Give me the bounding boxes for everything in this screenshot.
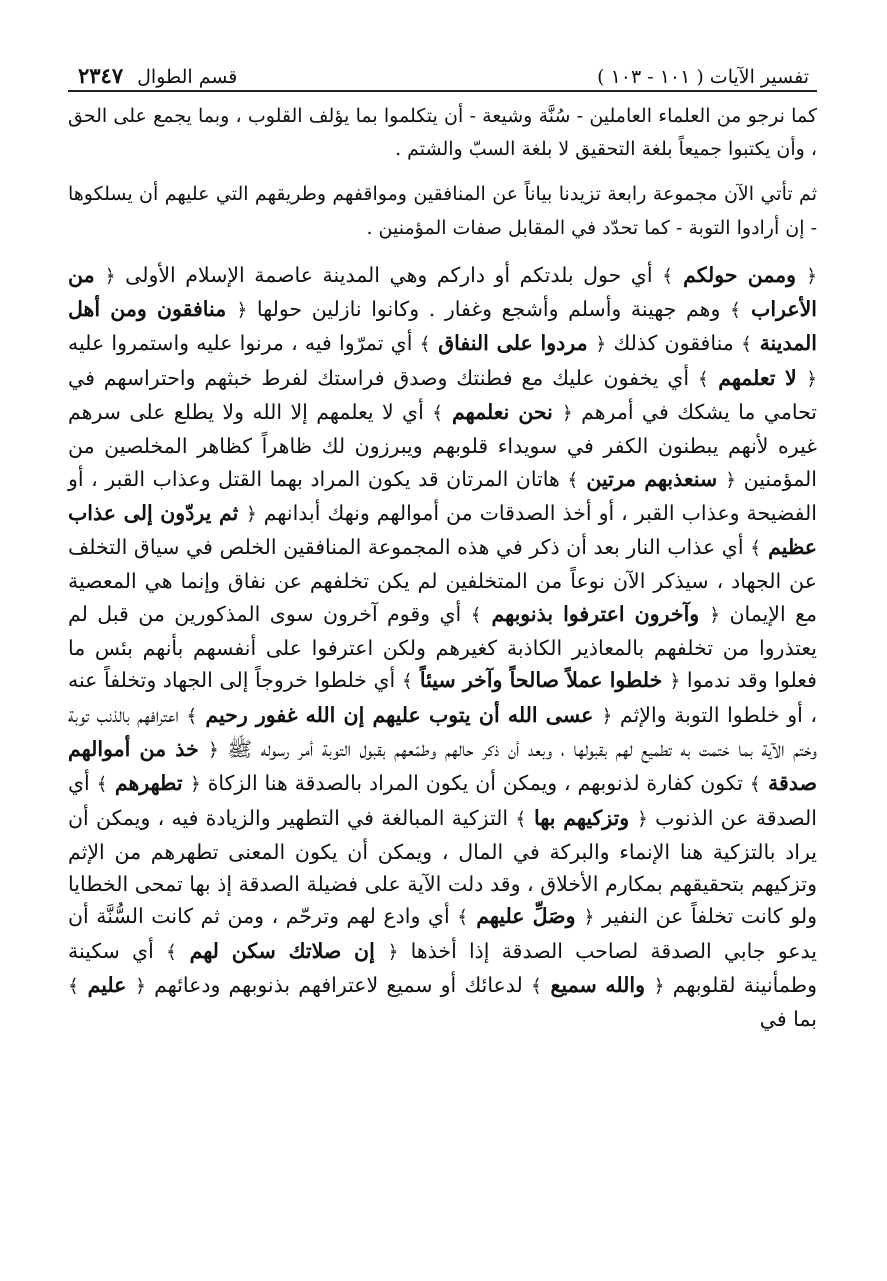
header-right [597, 66, 809, 88]
book-title: تفسير الآيات ( ١٠١ - ١٠٣ ) [597, 66, 809, 88]
quran-phrase: ﴿ نحن نعلمهم ﴾ [432, 400, 573, 424]
commentary-text: أي وقوم آخرون سوى المذكورين من قبل لم يعتذروا من تخلفهم بالمعاذير الكاذبة كغيرهم ولكن اعترفوا على أنفسهم بأنهم بئس ما فعلوا وقد ندموا [68, 601, 817, 693]
quran-phrase: ﴿ وصَلِّ عليهم ﴾ [457, 904, 595, 929]
quran-phrase: ﴿ وتزكيهم بها ﴾ [515, 805, 648, 830]
intro-paragraph-1: كما نرجو من العلماء العاملين - سُنَّة وشيعة - أن يتكلموا بما يؤلف القلوب ، وبما يجمع على الحق ، وأن يكتبوا جميعاً بلغة التحقيق لا بلغة السبّ والشتم . [68, 105, 817, 161]
commentary-text: أي يخفون عليك مع فطنتك وصدق فراستك لفرط خبثهم واحتراسهم في تحامي ما يشكك في أمرهم [68, 365, 818, 424]
commentary-text: أي سكينة وطمأنينة لقلوبهم [68, 938, 817, 998]
commentary-text: وهم جهينة وأسلم وأشجع وغفار . وكانوا نازلين حولها [247, 297, 730, 322]
commentary-text: أي لا يعلمهم إلا الله ولا يطلع على سرهم غيره لأنهم يبطنون الكفر في سويداء قلوبهم ويبرزون لك ظاهراً كظاهر المخلصين من المؤمنين [68, 400, 817, 491]
quran-phrase: ﴿ سنعذبهم مرتين ﴾ [567, 466, 737, 491]
header-left [78, 63, 237, 88]
commentary-text: أي الصدقة عن الذنوب [68, 771, 817, 830]
quran-phrase: ﴿ خذ من أموالهم صدقة ﴾ [68, 736, 817, 796]
commentary-text: أي خلطوا خروجاً إلى الجهاد وتخلفاً عنه ، أو خلطوا التوبة والإثم [68, 668, 818, 727]
quran-phrase: ﴿ مردوا على النفاق ﴾ [419, 331, 607, 356]
commentary-text: منافقون كذلك [606, 331, 741, 356]
quran-phrase: ﴿ عسى الله أن يتوب عليهم إن الله غفور رحيم ﴾ [186, 702, 613, 727]
intro-paragraph-2: ثم تأتي الآن مجموعة رابعة تزيدنا بياناً عن المنافقين ومواقفهم وطريقهم التي عليهم أن يسلكوها - إن أرادوا التوبة - كما تحدّد في المقابل صفات المؤمنين . [68, 183, 817, 239]
quran-phrase: ﴿ وآخرون اعترفوا بذنوبهم ﴾ [470, 601, 721, 626]
commentary-text: أي عذاب النار بعد أن ذكر في هذه المجموعة المنافقين الخلص في سياق التخلف عن الجهاد ، سيذكر الآن نوعاً من المتخلفين لم يكن تخلفهم عن نفاق وإنما هي المعصية مع الإيمان [68, 535, 818, 626]
page-header [68, 52, 817, 92]
page-body [68, 100, 817, 1036]
quran-phrase: ﴿ من الأعراب ﴾ [68, 262, 817, 322]
quran-phrase: ﴿ خلطوا عملاً صالحاً وآخر سيئاً ﴾ [401, 668, 681, 693]
commentary-text: أي تمرّوا فيه ، مرنوا عليه واستمروا عليه [68, 331, 420, 356]
quran-phrase: ﴿ عليم ﴾ [68, 973, 146, 998]
commentary-text: التزكية المبالغة في التطهير والزيادة فيه ، ويمكن أن يراد بالتزكية هنا الإنماء والبركة في المال ، ويمكن أن يكون المعنى تطهرهم من الإثم وتزكيهم بتحقيقهم بمكارم الأخلاق ، وقد دلت الآية على فضيلة الصدقة إذ بها تمحى الخطايا ولو كانت تخلفاً عن النفير [68, 805, 817, 929]
section-title: قسم الطوال [137, 66, 238, 88]
quran-phrase: ﴿ والله سميع ﴾ [530, 973, 665, 998]
quran-phrase: ﴿ لا تعلمهم ﴾ [697, 365, 817, 390]
commentary-text: هاتان المرتان قد يكون المراد بهما القتل وعذاب القبر ، أو الفضيحة وعذاب القبر ، أو أخذ الصدقات من أموالهم ونهك أبدانهم [68, 466, 817, 525]
quran-phrase: ﴿ منافقون ومن أهل المدينة ﴾ [68, 297, 817, 356]
quran-phrase: ﴿ تطهرهم ﴾ [96, 771, 201, 796]
commentary-text: اعترافهم بالذنب توبة وختم الآية بما ختمت به تطميع لهم بقبولها ، وبعد أن ذكر حالهم وطمّعهم بقبول التوبة أمر رسوله ﷺ [68, 702, 818, 761]
quran-phrase: ﴿ وممن حولكم ﴾ [662, 262, 818, 287]
page-number: ٢٣٤٧ [78, 63, 124, 88]
commentary-text: لدعائك أو سميع لاعترافهم بذنوبهم ودعائهم [145, 973, 531, 998]
quran-phrase: ﴿ إن صلاتك سكن لهم ﴾ [165, 938, 399, 963]
commentary-text: أي حول بلدتكم أو داركم وهي المدينة عاصمة الإسلام الأولى [115, 262, 663, 287]
commentary-text: بما في [759, 1007, 817, 1032]
tafsir-paragraph [68, 259, 817, 1036]
commentary-text: تكون كفارة لذنوبهم ، ويمكن أن يكون المراد بالصدقة هنا الزكاة [200, 771, 750, 796]
commentary-text: أي وادع لهم وترحّم ، ومن ثم كانت السُّنَّة أن يدعو جابي الصدقة لصاحب الصدقة إذا أخذها [68, 904, 818, 963]
quran-phrase: ﴿ ثم يردّون إلى عذاب عظيم ﴾ [68, 500, 817, 560]
